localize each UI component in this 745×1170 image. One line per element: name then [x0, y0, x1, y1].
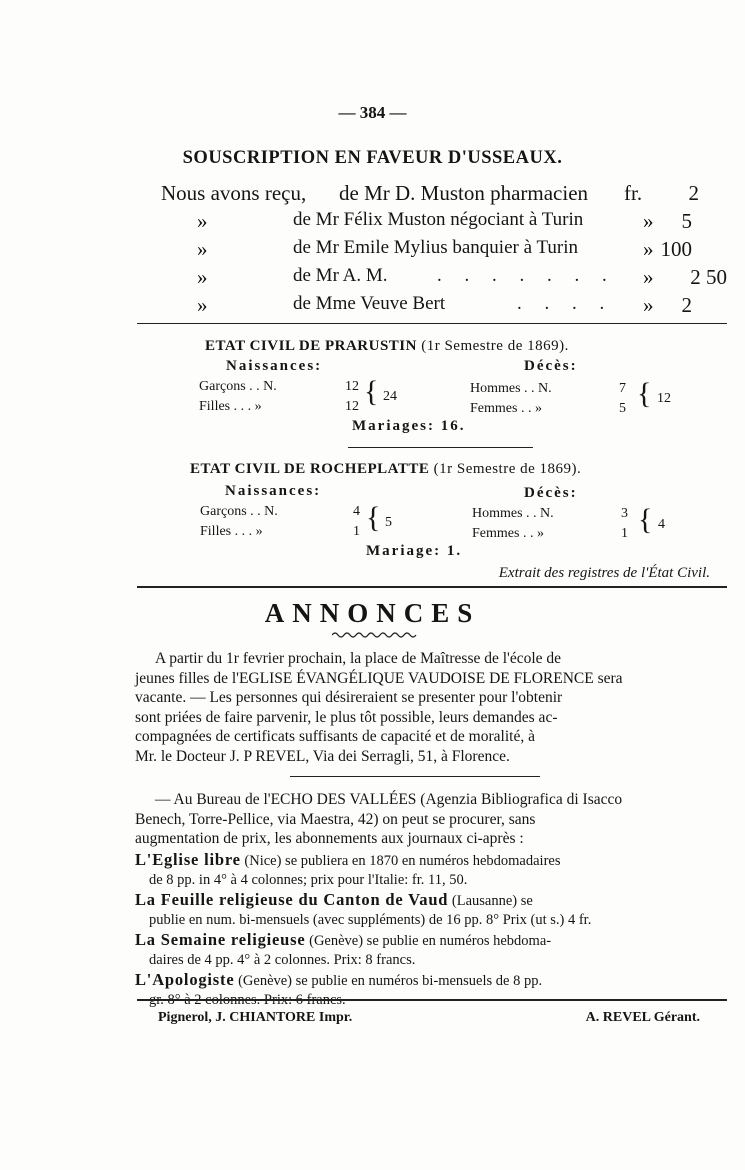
- divider: [137, 323, 727, 324]
- ornament-icon: [332, 631, 417, 639]
- journal-entry: L'Apologiste (Genève) se publie en numéros bi-mensuels de 8 pp.: [135, 970, 543, 989]
- rocheplatte-births-total: 5: [385, 515, 392, 530]
- divider: [290, 776, 540, 777]
- divider: [137, 999, 727, 1001]
- journal-entry: La Semaine religieuse (Genève) se publie en numéros hebdoma-: [135, 930, 552, 949]
- prarustin-births-head: Naissances:: [226, 358, 323, 374]
- prarustin-title: ETAT CIVIL DE PRARUSTIN (1r Semestre de 1869).: [205, 338, 569, 354]
- prarustin-deaths-row: Hommes . . N. 7: [470, 381, 626, 396]
- rocheplatte-deaths-row: Hommes . . N. 3: [472, 506, 628, 521]
- divider: [137, 586, 727, 588]
- rocheplatte-births-row: Filles . . . » 1: [200, 524, 360, 539]
- prarustin-births-row: Filles . . . » 12: [199, 399, 359, 414]
- prarustin-marriages: Mariages: 16.: [352, 418, 466, 434]
- annonce-florence: A partir du 1r fevrier prochain, la place de Maîtresse de l'école de jeunes filles de l'EGLISE ÉVANGÉLIQUE VAUDOISE DE FLORENCE sera vacante. — Les personnes qui désireraient se presenter pour l'obtenir sont priées de faire parvenir, le plus tôt possible, leurs demandes ac- compagnées de certificats suffisants de capacité et de moralité, à Mr. le Docteur J. P REVEL, Via dei Serragli, 51, à Florence.: [135, 650, 623, 765]
- brace: {: [364, 375, 379, 408]
- subscription-row: » de Mr Emile Mylius banquier à Turin » 100: [197, 237, 692, 261]
- printer-line: Pignerol, J. CHIANTORE Impr.: [158, 1010, 353, 1025]
- page-number: — 384 —: [338, 103, 407, 122]
- prarustin-births-total: 24: [383, 389, 397, 404]
- journal-list: L'Eglise libre (Nice) se publiera en 1870 en numéros hebdomadaires de 8 pp. in 4° à 4 colonnes; prix pour l'Italie: fr. 11, 50. La Feuille religieuse du Canton de Vaud (Lausanne) se publie en num. bi-mensuels (avec suppléments) de 16 pp. 8° Prix (ut s.) 4 fr. La Semaine religieuse (Genève) se publie en numéros hebdoma- daires de 4 pp. 4° à 2 colonnes. Prix: 8 francs. L'Apologiste (Genève) se publie en numéros bi-mensuels de 8 pp. gr. 8° à 2 colonnes. Prix: 6 francs.: [135, 850, 727, 1010]
- subscription-row: » de Mr Félix Muston négociant à Turin » 5: [197, 209, 692, 233]
- rocheplatte-deaths-row: Femmes . . » 1: [472, 526, 628, 541]
- prarustin-deaths-head: Décès:: [524, 358, 578, 374]
- subscription-row: Nous avons reçu, de Mr D. Muston pharmacien fr. 2: [161, 181, 699, 205]
- prarustin-deaths-row: Femmes . . » 5: [470, 401, 626, 416]
- rocheplatte-births-row: Garçons . . N. 4: [200, 504, 360, 519]
- journal-entry: La Feuille religieuse du Canton de Vaud (Lausanne) se: [135, 890, 533, 909]
- rocheplatte-title: ETAT CIVIL DE ROCHEPLATTE (1r Semestre de 1869).: [190, 461, 582, 477]
- rocheplatte-deaths-total: 4: [658, 517, 665, 532]
- rocheplatte-births-head: Naissances:: [225, 483, 322, 499]
- annonce-bureau: — Au Bureau de l'ECHO DES VALLÉES (Agenzia Bibliografica di Isacco Benech, Torre-Pellice, via Maestra, 42) on peut se procurer, sans augmentation de prix, les abonnements aux journaux ci-après :: [135, 791, 623, 847]
- annonces-title: ANNONCES: [264, 598, 481, 628]
- subscription-title: SOUSCRIPTION EN FAVEUR D'USSEAUX.: [182, 148, 563, 168]
- journal-entry: L'Eglise libre (Nice) se publiera en 1870 en numéros hebdomadaires: [135, 850, 561, 869]
- brace: {: [637, 377, 652, 410]
- brace: {: [638, 503, 653, 536]
- rocheplatte-deaths-head: Décès:: [524, 485, 578, 501]
- prarustin-births-row: Garçons . . N. 12: [199, 379, 359, 394]
- subscription-row: » de Mme Veuve Bert . . . . » 2: [197, 293, 692, 317]
- rocheplatte-marriages: Mariage: 1.: [366, 543, 463, 559]
- divider: [348, 447, 533, 448]
- brace: {: [366, 501, 381, 534]
- prarustin-deaths-total: 12: [657, 391, 671, 406]
- manager-line: A. REVEL Gérant.: [585, 1010, 700, 1025]
- extrait-note: Extrait des registres de l'État Civil.: [498, 565, 710, 581]
- subscription-row: » de Mr A. M. . . . . . . . » 2 50: [197, 265, 727, 289]
